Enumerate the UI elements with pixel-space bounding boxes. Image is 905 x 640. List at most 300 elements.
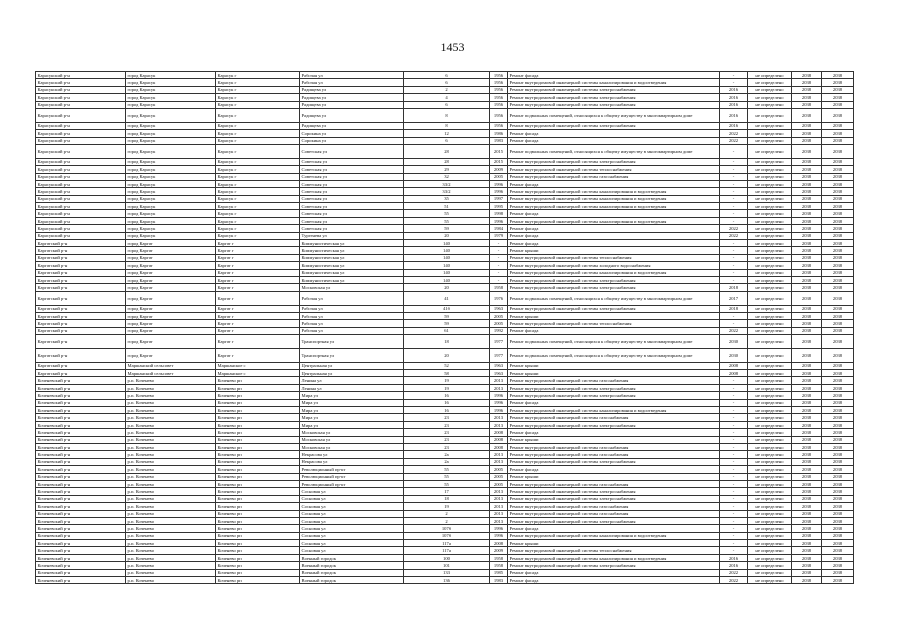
cell-street: Революционный пр-кт [300,466,404,473]
cell-work-type: Ремонт внутридомовой инженерной системы канализирования и водоотведения [508,188,720,195]
cell-status: не определено [748,577,792,584]
cell-year: 2013 [490,495,508,502]
cell-house-number: 133 [404,569,490,576]
cell-house-number: 23 [404,421,490,428]
cell-year-end: 2038 [822,503,854,510]
cell-year-start: 2038 [792,525,822,532]
cell-settlement: р.п. Коченево [126,480,216,487]
cell-status: не определено [748,320,792,327]
table-row [36,577,854,584]
cell-planned-year: - [720,72,748,79]
cell-year-end: 2038 [822,480,854,487]
cell-year-start: 2038 [792,444,822,451]
cell-year-end: 2038 [822,562,854,569]
cell-year: 2008 [490,429,508,436]
cell-status: не определено [748,144,792,158]
cell-year-start: 2038 [792,377,822,384]
cell-house-number: 23 [404,414,490,421]
cell-planned-year: - [720,195,748,202]
table-row [36,407,854,414]
cell-settlement: город Карасук [126,225,216,232]
table-row [36,480,854,487]
cell-house-number: 35 [404,195,490,202]
cell-status: не определено [748,291,792,305]
cell-settlement: город Карасук [126,79,216,86]
cell-year: 1996 [490,399,508,406]
cell-status: не определено [748,436,792,443]
cell-settlement: р.п. Коченево [126,377,216,384]
cell-year: 2013 [490,451,508,458]
cell-house-number: 100 [404,554,490,561]
cell-year-start: 2038 [792,495,822,502]
cell-district: Коченевский р-н [36,554,126,561]
table-row [36,137,854,144]
cell-settlement: р.п. Коченево [126,473,216,480]
cell-district: Карасукский р-н [36,217,126,224]
cell-work-type: Ремонт внутридомовой инженерной системы канализирования и водоотведения [508,217,720,224]
cell-settlement: р.п. Коченево [126,414,216,421]
cell-district: Карасукский р-н [36,203,126,210]
cell-status: не определено [748,217,792,224]
cell-planned-year: 2022 [720,327,748,334]
cell-street: Военный городок [300,577,404,584]
cell-street: Рабочая ул [300,291,404,305]
cell-year-start: 2038 [792,488,822,495]
cell-year-start: 2038 [792,203,822,210]
cell-house-number: 33/2 [404,188,490,195]
cell-district: Каргатский р-н [36,276,126,283]
cell-year-end: 2038 [822,101,854,108]
cell-year-start: 2038 [792,510,822,517]
cell-planned-year: 2016 [720,101,748,108]
table-row [36,130,854,137]
cell-status: не определено [748,554,792,561]
cell-work-type: Ремонт внутридомовой инженерной системы газоснабжения [508,444,720,451]
cell-year-start: 2038 [792,451,822,458]
cell-settlement: р.п. Коченево [126,554,216,561]
cell-year: 2008 [490,436,508,443]
cell-settlement: р.п. Коченево [126,399,216,406]
cell-planned-year: - [720,451,748,458]
cell-house-number: 6 [404,101,490,108]
cell-year: 2015 [490,158,508,165]
table-row [36,320,854,327]
cell-year-start: 2038 [792,414,822,421]
cell-planned-year: 2016 [720,554,748,561]
cell-district: Коченевский р-н [36,392,126,399]
cell-work-type: Ремонт внутридомовой инженерной системы газоснабжения [508,377,720,384]
cell-year: 1963 [490,370,508,377]
cell-house-number: 23 [404,429,490,436]
cell-street: Некрасова ул [300,451,404,458]
table-row [36,399,854,406]
cell-year-end: 2038 [822,335,854,349]
cell-year: 1956 [490,94,508,101]
cell-year-end: 2038 [822,370,854,377]
cell-locality: Карасук г [216,203,300,210]
cell-work-type: Ремонт внутридомовой инженерной системы канализирования и водоотведения [508,407,720,414]
cell-work-type: Ремонт внутридомовой инженерной системы электроснабжения [508,421,720,428]
cell-year: 2013 [490,517,508,524]
cell-work-type: Ремонт крыши [508,473,720,480]
cell-planned-year: - [720,320,748,327]
cell-year: 1956 [490,108,508,122]
cell-settlement: р.п. Коченево [126,458,216,465]
cell-year: 1958 [490,554,508,561]
table-row [36,144,854,158]
cell-settlement: город Карасук [126,158,216,165]
cell-locality: Каргат г [216,305,300,312]
cell-locality: Коченево рп [216,532,300,539]
cell-year-end: 2038 [822,188,854,195]
cell-status: не определено [748,414,792,421]
cell-settlement: город Карасук [126,130,216,137]
cell-district: Коченевский р-н [36,540,126,547]
cell-district: Коченевский р-н [36,436,126,443]
cell-year-end: 2038 [822,86,854,93]
cell-planned-year: - [720,532,748,539]
cell-work-type: Ремонт внутридомовой инженерной системы электроснабжения [508,122,720,129]
cell-locality: Коченево рп [216,436,300,443]
cell-status: не определено [748,362,792,369]
cell-settlement: город Каргат [126,320,216,327]
cell-work-type: Ремонт внутридомовой инженерной системы электроснабжения [508,392,720,399]
cell-street: Коммунистическая ул [300,247,404,254]
cell-year-start: 2038 [792,94,822,101]
cell-year: 2005 [490,320,508,327]
cell-street: Радищева ул [300,94,404,101]
table-row [36,122,854,129]
cell-status: не определено [748,327,792,334]
cell-status: не определено [748,284,792,291]
cell-street: Ленина ул [300,377,404,384]
cell-district: Коченевский р-н [36,525,126,532]
cell-year-end: 2038 [822,276,854,283]
cell-locality: Карасук г [216,72,300,79]
cell-planned-year: - [720,240,748,247]
cell-status: не определено [748,225,792,232]
cell-planned-year: - [720,188,748,195]
cell-house-number: 59 [404,225,490,232]
cell-work-type: Ремонт фасада [508,577,720,584]
cell-year: 1979 [490,232,508,239]
cell-year-end: 2038 [822,312,854,319]
cell-house-number: 32 [404,173,490,180]
cell-house-number: 33/2 [404,180,490,187]
cell-settlement: город Каргат [126,269,216,276]
cell-street: Советская ул [300,188,404,195]
cell-house-number: 2а [404,458,490,465]
cell-year: 1996 [490,525,508,532]
cell-locality: Коченево рп [216,399,300,406]
cell-settlement: город Карасук [126,86,216,93]
cell-settlement: город Карасук [126,137,216,144]
cell-status: не определено [748,122,792,129]
cell-year: 1986 [490,130,508,137]
cell-work-type: Ремонт внутридомовой инженерной системы теплоснабжения [508,547,720,554]
cell-status: не определено [748,503,792,510]
cell-planned-year: - [720,79,748,86]
cell-year-start: 2038 [792,291,822,305]
table-row [36,312,854,319]
cell-district: Каргатский р-н [36,335,126,349]
cell-year: - [490,269,508,276]
cell-settlement: р.п. Коченево [126,421,216,428]
cell-planned-year: 2016 [720,86,748,93]
cell-street: Радищева ул [300,122,404,129]
cell-locality: Коченево рп [216,384,300,391]
cell-district: Коченевский р-н [36,444,126,451]
cell-locality: Коченево рп [216,473,300,480]
table-row [36,232,854,239]
cell-work-type: Ремонт внутридомовой инженерной системы электроснабжения [508,458,720,465]
table-row [36,377,854,384]
cell-year-start: 2038 [792,210,822,217]
cell-year-end: 2038 [822,392,854,399]
cell-work-type: Ремонт внутридомовой инженерной системы канализирования и водоотведения [508,532,720,539]
cell-year: 1996 [490,392,508,399]
cell-house-number: 8 [404,108,490,122]
cell-settlement: р.п. Коченево [126,562,216,569]
cell-work-type: Ремонт внутридомовой инженерной системы газоснабжения [508,503,720,510]
cell-district: Каргатский р-н [36,370,126,377]
cell-district: Каргатский р-н [36,348,126,362]
cell-status: не определено [748,547,792,554]
cell-year-end: 2038 [822,262,854,269]
cell-street: Сосновая ул [300,547,404,554]
cell-locality: Коченево рп [216,444,300,451]
cell-year: 1956 [490,101,508,108]
cell-year-start: 2038 [792,254,822,261]
cell-status: не определено [748,569,792,576]
cell-year-end: 2038 [822,291,854,305]
housing-repair-table [35,71,854,584]
table-row [36,210,854,217]
cell-district: Карасукский р-н [36,158,126,165]
table-row [36,108,854,122]
table-row [36,195,854,202]
cell-year: 2008 [490,444,508,451]
cell-settlement: Маршанский сельсовет [126,370,216,377]
cell-locality: Коченево рп [216,540,300,547]
cell-planned-year: - [720,414,748,421]
cell-district: Карасукский р-н [36,144,126,158]
cell-year: 2005 [490,466,508,473]
cell-year-end: 2038 [822,414,854,421]
cell-planned-year: 2022 [720,569,748,576]
cell-locality: Каргат г [216,284,300,291]
cell-work-type: Ремонт внутридомовой инженерной системы электроснабжения [508,94,720,101]
cell-district: Карасукский р-н [36,188,126,195]
cell-status: не определено [748,195,792,202]
cell-street: Тургенева ул [300,232,404,239]
cell-work-type: Ремонт внутридомовой инженерной системы канализирования и водоотведения [508,79,720,86]
cell-planned-year: - [720,262,748,269]
cell-street: Московская ул [300,444,404,451]
cell-house-number: 51 [404,203,490,210]
cell-work-type: Ремонт внутридомовой инженерной системы электроснабжения [508,158,720,165]
cell-locality: Коченево рп [216,569,300,576]
cell-status: не определено [748,399,792,406]
cell-house-number: 55 [404,473,490,480]
cell-settlement: город Карасук [126,195,216,202]
table-row [36,362,854,369]
cell-status: не определено [748,384,792,391]
cell-house-number: 16 [404,392,490,399]
cell-year-end: 2038 [822,94,854,101]
cell-locality: Коченево рп [216,562,300,569]
cell-year: 2013 [490,510,508,517]
cell-planned-year: 2030 [720,335,748,349]
cell-settlement: город Каргат [126,305,216,312]
cell-year: 2009 [490,547,508,554]
cell-settlement: город Карасук [126,203,216,210]
cell-settlement: город Каргат [126,276,216,283]
cell-locality: Карасук г [216,108,300,122]
table-row [36,327,854,334]
cell-district: Каргатский р-н [36,362,126,369]
cell-street: Коммунистическая ул [300,254,404,261]
cell-status: не определено [748,488,792,495]
cell-district: Каргатский р-н [36,240,126,247]
cell-planned-year: - [720,547,748,554]
cell-house-number: 19 [404,503,490,510]
cell-year-end: 2038 [822,79,854,86]
cell-year: 1976 [490,291,508,305]
cell-locality: Коченево рп [216,466,300,473]
cell-status: не определено [748,173,792,180]
cell-locality: Карасук г [216,225,300,232]
cell-year-end: 2038 [822,130,854,137]
table-row [36,510,854,517]
cell-work-type: Ремонт внутридомовой инженерной системы газоснабжения [508,173,720,180]
cell-status: не определено [748,495,792,502]
cell-work-type: Ремонт внутридомовой инженерной системы газоснабжения [508,480,720,487]
cell-street: Военный городок [300,554,404,561]
cell-planned-year: - [720,503,748,510]
table-row [36,473,854,480]
cell-settlement: город Карасук [126,180,216,187]
cell-work-type: Ремонт подвальных помещений, относящихся к общему имуществу в многоквартирном доме [508,291,720,305]
cell-status: не определено [748,429,792,436]
cell-work-type: Ремонт фасада [508,225,720,232]
cell-street: Радищева ул [300,86,404,93]
cell-house-number: 18 [404,335,490,349]
cell-year-start: 2038 [792,392,822,399]
cell-year-end: 2038 [822,210,854,217]
cell-settlement: город Каргат [126,240,216,247]
cell-district: Каргатский р-н [36,327,126,334]
cell-settlement: город Каргат [126,335,216,349]
cell-year: 1996 [490,180,508,187]
cell-planned-year: - [720,525,748,532]
cell-locality: Коченево рп [216,458,300,465]
cell-year-start: 2038 [792,540,822,547]
cell-year-start: 2038 [792,79,822,86]
cell-year-end: 2038 [822,320,854,327]
cell-year: 1977 [490,335,508,349]
cell-street: Радищева ул [300,108,404,122]
cell-street: Революционный пр-кт [300,473,404,480]
cell-year-end: 2038 [822,451,854,458]
cell-settlement: город Каргат [126,312,216,319]
table-row [36,532,854,539]
cell-planned-year: - [720,173,748,180]
cell-settlement: город Каргат [126,247,216,254]
cell-settlement: р.п. Коченево [126,510,216,517]
cell-house-number: 19 [404,384,490,391]
cell-house-number: 28 [404,144,490,158]
cell-work-type: Ремонт внутридомовой инженерной системы канализирования и водоотведения [508,195,720,202]
cell-year-end: 2038 [822,444,854,451]
cell-work-type: Ремонт внутридомовой инженерной системы электроснабжения [508,276,720,283]
cell-district: Коченевский р-н [36,495,126,502]
cell-locality: Карасук г [216,94,300,101]
cell-street: Транспортная ул [300,335,404,349]
cell-planned-year: 2022 [720,130,748,137]
cell-work-type: Ремонт внутридомовой инженерной системы газоснабжения [508,451,720,458]
cell-house-number: 19 [404,377,490,384]
cell-year: 1958 [490,562,508,569]
cell-status: не определено [748,407,792,414]
cell-year-start: 2038 [792,436,822,443]
cell-planned-year: - [720,144,748,158]
cell-planned-year: - [720,384,748,391]
cell-planned-year: - [720,217,748,224]
table-row [36,254,854,261]
cell-work-type: Ремонт внутридомовой инженерной системы электроснабжения [508,284,720,291]
cell-settlement: город Карасук [126,94,216,101]
cell-planned-year: 2022 [720,225,748,232]
cell-year: 1996 [490,188,508,195]
cell-work-type: Ремонт фасада [508,327,720,334]
cell-street: Советская ул [300,225,404,232]
cell-year-start: 2038 [792,384,822,391]
cell-year-end: 2038 [822,217,854,224]
cell-settlement: город Карасук [126,210,216,217]
cell-year: 1956 [490,79,508,86]
cell-street: Московская ул [300,284,404,291]
table-row [36,436,854,443]
cell-settlement: город Карасук [126,188,216,195]
cell-work-type: Ремонт внутридомовой инженерной системы теплоснабжения [508,320,720,327]
cell-year-start: 2038 [792,320,822,327]
cell-street: Военный городок [300,562,404,569]
cell-work-type: Ремонт фасада [508,525,720,532]
cell-year-end: 2038 [822,532,854,539]
cell-status: не определено [748,458,792,465]
cell-street: Советская ул [300,158,404,165]
cell-settlement: город Карасук [126,101,216,108]
cell-year: 1963 [490,362,508,369]
cell-house-number: 18 [404,495,490,502]
cell-year: - [490,254,508,261]
cell-year-end: 2038 [822,137,854,144]
cell-street: Мира ул [300,414,404,421]
cell-street: Коммунистическая ул [300,276,404,283]
table-row [36,284,854,291]
cell-planned-year: - [720,495,748,502]
table-row [36,554,854,561]
cell-year: 2013 [490,414,508,421]
cell-work-type: Ремонт фасада [508,180,720,187]
cell-year: 1977 [490,348,508,362]
cell-house-number: 41 [404,291,490,305]
table-row [36,540,854,547]
cell-house-number: 101 [404,562,490,569]
table-row [36,348,854,362]
cell-work-type: Ремонт фасада [508,232,720,239]
